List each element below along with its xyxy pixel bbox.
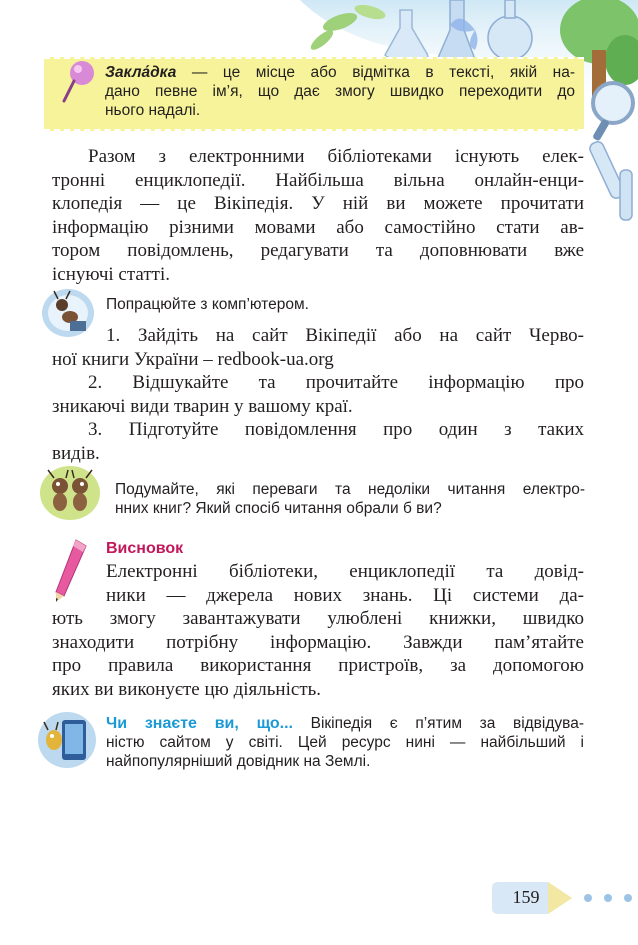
computer-task-list xyxy=(52,324,584,465)
paragraph-line: інформацію різними мовами або самостійно стати ав- xyxy=(52,216,584,238)
paragraph-line: клопедія — це Вікіпедія. У ній ви можете прочитати xyxy=(52,193,584,214)
did-you-know-line-2: ністю сайтом у світі. Цей ресурс нині — найбільший і xyxy=(106,734,584,751)
pushpin-icon xyxy=(60,57,100,105)
did-you-know-heading: Чи знаєте ви, що... xyxy=(106,715,293,732)
pencil-icon xyxy=(50,538,90,602)
computer-task-title: Попрацюйте з комп’ютером. xyxy=(106,296,309,313)
think-line: Подумайте, які переваги та недоліки читання електро- xyxy=(115,481,585,498)
thinking-ants-icon xyxy=(38,464,102,522)
did-you-know xyxy=(106,714,584,771)
page-number: 159 xyxy=(512,887,540,907)
think-line: нних книг? Який спосіб читання обрали б ви? xyxy=(115,500,442,517)
bookmark-note xyxy=(105,63,575,120)
conclusion-line: ють змогу завантажувати улюблені книжки, швидко xyxy=(52,608,584,629)
task-line: видів. xyxy=(52,442,100,464)
did-you-know-line-1: Вікіпедія є п’ятим за відвідува- xyxy=(292,715,584,732)
magnifier-decoration xyxy=(585,75,638,145)
bookmark-line-2: дано певне ім’я, що дає змогу швидко переходити до xyxy=(105,83,575,100)
task-line: 1. Зайдіть на сайт Вікіпедії або на сайт Черво- xyxy=(106,325,584,346)
conclusion-line: знаходити потрібну інформацію. Завжди пам’ятайте xyxy=(52,631,584,653)
task-line: 2. Відшукайте та прочитайте інформацію про xyxy=(88,372,584,393)
conclusion-line: яких ви виконуєте цю діяльність. xyxy=(52,678,322,700)
think-task xyxy=(115,480,585,518)
conclusion-line: Електронні бібліотеки, енциклопедії та довід- xyxy=(106,561,584,582)
paragraph-line: Разом з електронними бібліотеками існують елек- xyxy=(88,146,584,167)
encyclopedia-paragraph xyxy=(52,145,584,286)
task-line: ної книги України – redbook-ua.org xyxy=(52,348,334,370)
bookmark-term: Закла́дка xyxy=(105,64,177,81)
conclusion-heading: Висновок xyxy=(106,540,184,557)
paragraph-line: тором повідомлень, редагувати та доповнювати вже xyxy=(52,240,584,261)
conclusion-text xyxy=(106,560,584,607)
task-line: 3. Підготуйте повідомлення про один з таких xyxy=(88,419,584,440)
conclusion-line: ники — джерела нових знань. Ці системи да- xyxy=(106,584,584,606)
tablet-bug-icon xyxy=(36,710,98,770)
did-you-know-line-3: найпопулярніший довідник на Землі. xyxy=(106,753,371,770)
conclusion-text-continued xyxy=(52,607,584,701)
paragraph-line: тронні енциклопедії. Найбільша вільна онлайн-енци- xyxy=(52,169,584,191)
task-line: зникаючі види тварин у вашому краї. xyxy=(52,395,353,417)
conclusion-line: про правила використання пристроїв, за допомогою xyxy=(52,655,584,676)
paragraph-line: існуючі статті. xyxy=(52,263,170,285)
bookmark-line-3: нього надалі. xyxy=(105,102,201,119)
bookmark-definition: — це місце або відмітка в тексті, якій на- xyxy=(176,64,575,81)
